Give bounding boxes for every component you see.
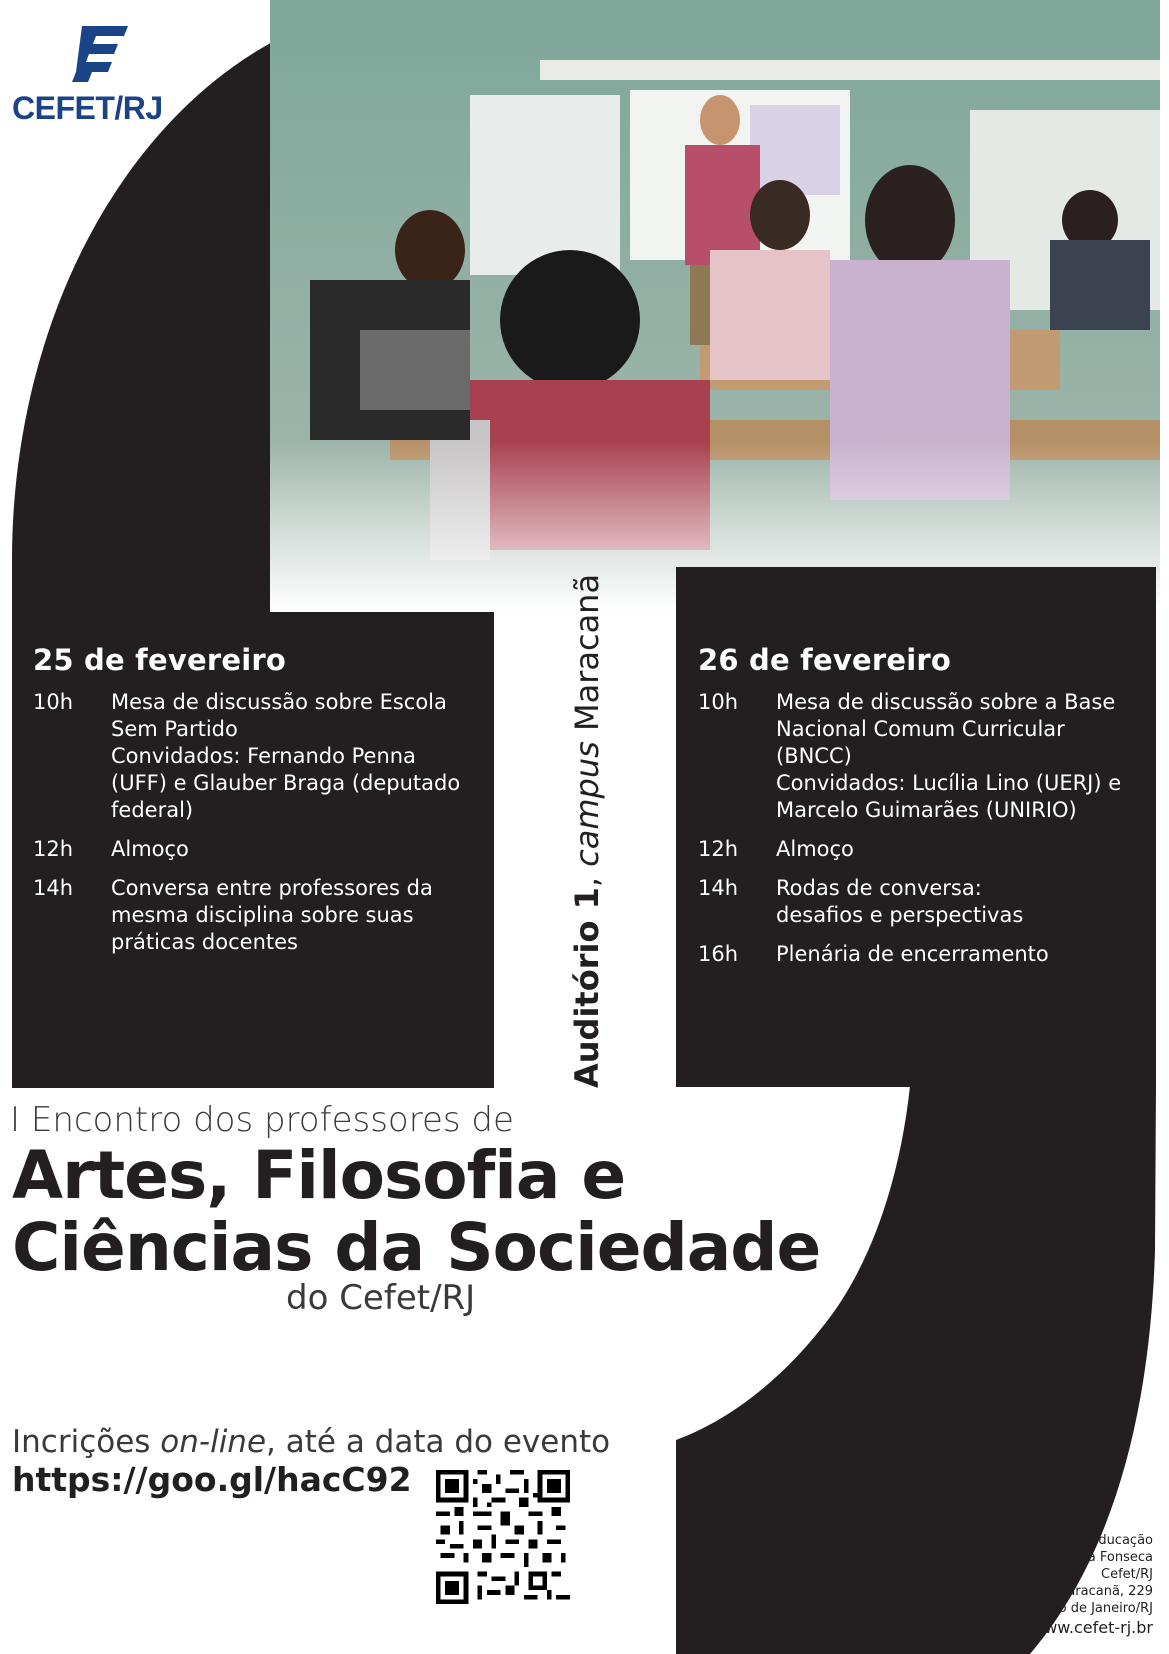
schedule-desc: Mesa de discussão sobre Escola Sem Partido Convidados: Fernando Penna (UFF) e Glauber Braga (deputado federal) bbox=[111, 690, 461, 822]
registration-suffix: , até a data do evento bbox=[266, 1424, 611, 1460]
schedule-time: 10h bbox=[33, 690, 74, 714]
venue-sep: , bbox=[568, 866, 606, 888]
schedule-item bbox=[33, 689, 473, 824]
logo-text: CEFET/RJ bbox=[12, 90, 163, 126]
qr-code-icon[interactable] bbox=[436, 1470, 570, 1604]
schedule-desc: Plenária de encerramento bbox=[776, 942, 1049, 966]
event-sub-title: do Cefet/RJ bbox=[286, 1278, 476, 1318]
website-link[interactable]: www.cefet-rj.br bbox=[1031, 1618, 1153, 1637]
address-campus: Campus bbox=[903, 1584, 957, 1599]
schedule-desc: Rodas de conversa: desafios e perspectivas bbox=[776, 876, 1024, 927]
schedule-desc: Almoço bbox=[111, 837, 189, 861]
schedule-item bbox=[698, 941, 1138, 968]
registration-prefix: Incrições bbox=[12, 1424, 161, 1460]
schedule-item bbox=[698, 689, 1138, 824]
venue-campus: campus bbox=[568, 741, 606, 867]
address-street: Maracanã, Av. Maracanã, 229 bbox=[956, 1584, 1153, 1599]
registration-online: on-line bbox=[160, 1424, 267, 1460]
schedule-time: 12h bbox=[33, 837, 74, 861]
address-line-5: Rio de Janeiro/RJ bbox=[1045, 1601, 1153, 1616]
registration-text bbox=[12, 1424, 610, 1460]
schedule-time: 16h bbox=[698, 942, 739, 966]
schedule-desc: Mesa de discussão sobre a Base Nacional Comum Curricular (BNCC) Convidados: Lucília Lino (UERJ) e Marcelo Guimarães (UNIRIO) bbox=[776, 690, 1122, 822]
day-2-title: 26 de fevereiro bbox=[698, 643, 951, 677]
schedule-desc: Almoço bbox=[776, 837, 854, 861]
address-line-2: Tecnológica Celso Suckow da Fonseca bbox=[906, 1550, 1153, 1565]
schedule-item bbox=[33, 836, 473, 863]
venue-text bbox=[568, 574, 606, 1088]
address-line-1: Centro Federal de Educação bbox=[970, 1533, 1153, 1548]
schedule-time: 14h bbox=[698, 876, 739, 900]
day-1-title: 25 de fevereiro bbox=[33, 643, 286, 677]
address-line-4 bbox=[904, 1583, 1153, 1600]
event-main-title bbox=[12, 1137, 821, 1286]
schedule-item bbox=[698, 875, 1138, 929]
schedule-item bbox=[698, 836, 1138, 863]
schedule-desc: Conversa entre professores da mesma disciplina sobre suas práticas docentes bbox=[111, 876, 433, 954]
schedule-day-2 bbox=[698, 643, 1138, 968]
registration-link[interactable]: https://goo.gl/hacC92 bbox=[12, 1460, 412, 1499]
institution-address bbox=[904, 1532, 1153, 1636]
venue-place: Maracanã bbox=[568, 573, 606, 742]
schedule-time: 10h bbox=[698, 690, 739, 714]
event-pre-title: I Encontro dos professores de bbox=[10, 1100, 514, 1140]
address-line-3: Cefet/RJ bbox=[1101, 1567, 1153, 1582]
event-title-line-1: Artes, Filosofia e bbox=[12, 1137, 626, 1214]
event-title-line-2: Ciências da Sociedade bbox=[12, 1209, 821, 1286]
schedule-day-1 bbox=[33, 643, 473, 956]
venue-auditorium: Auditório 1 bbox=[568, 887, 606, 1088]
schedule-item bbox=[33, 875, 473, 956]
schedule-time: 12h bbox=[698, 837, 739, 861]
schedule-time: 14h bbox=[33, 876, 74, 900]
